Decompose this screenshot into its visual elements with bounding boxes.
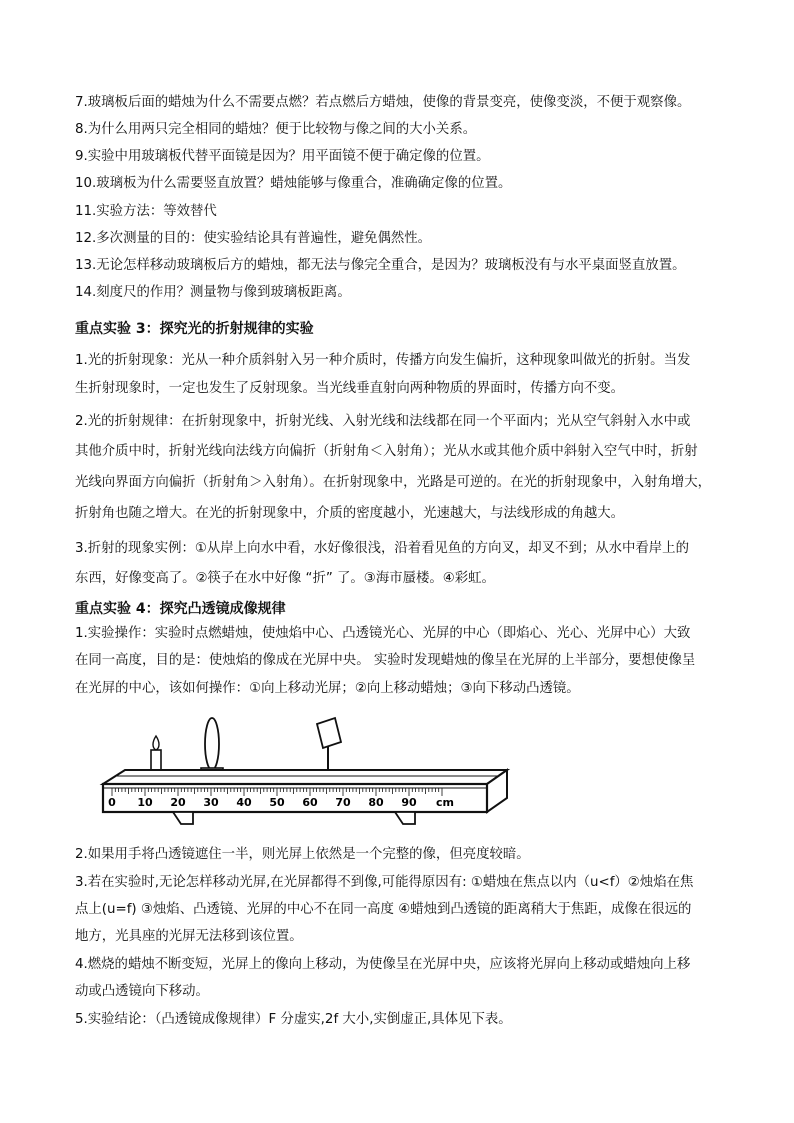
- scale-label-cm: cm: [436, 796, 454, 809]
- s3-p1-line2: 生折射现象时，一定也发生了反射现象。当光线垂直射向两种物质的界面时，传播方向不变。: [75, 381, 625, 396]
- section-4-heading: 重点实验 4：探究凸透镜成像规律: [75, 601, 286, 617]
- scale-label-0: 0: [108, 796, 116, 809]
- s4-p5: 5.实验结论：（凸透镜成像规律）F 分虚实,2f 大小,实倒虚正,具体见下表。: [75, 1012, 512, 1027]
- scale-label-20: 20: [170, 796, 186, 809]
- s4-p4-line1: 4.燃烧的蜡烛不断变短，光屏上的像向上移动，为使像呈在光屏中央，应该将光屏向上移动或蜡烛向上移: [75, 957, 691, 972]
- scale-label-30: 30: [203, 796, 219, 809]
- bench-feet: [173, 812, 415, 824]
- s3-p2-line4: 折射角也随之增大。在光的折射现象中，介质的密度越小，光速越大，与法线形成的角越大。: [75, 506, 625, 521]
- s4-p3-line3: 地方，光具座的光屏无法移到该位置。: [75, 929, 303, 944]
- item-7: 7.玻璃板后面的蜡烛为什么不需要点燃？若点燃后方蜡烛，使像的背景变亮，使像变淡，不便于观察像。: [75, 95, 691, 110]
- section-3-heading: 重点实验 3：探究光的折射规律的实验: [75, 321, 314, 337]
- item-14: 14.刻度尺的作用？测量物与像到玻璃板距离。: [75, 285, 351, 300]
- scale-label-70: 70: [335, 796, 351, 809]
- optical-bench-figure: [95, 712, 515, 827]
- s4-p2: 2.如果用手将凸透镜遮住一半，则光屏上依然是一个完整的像，但亮度较暗。: [75, 847, 530, 862]
- s4-p1-line1: 1.实验操作：实验时点燃蜡烛，使烛焰中心、凸透镜光心、光屏的中心（即焰心、光心、光屏中心）大致: [75, 626, 691, 641]
- item-12: 12.多次测量的目的：使实验结论具有普遍性，避免偶然性。: [75, 231, 432, 246]
- scale-label-50: 50: [269, 796, 285, 809]
- item-8: 8.为什么用两只完全相同的蜡烛？便于比较物与像之间的大小关系。: [75, 122, 477, 137]
- item-11: 11.实验方法：等效替代: [75, 204, 217, 219]
- s4-p1-line2: 在同一高度，目的是：使烛焰的像成在光屏中央。 实验时发现蜡烛的像呈在光屏的上半部分，要想使像呈: [75, 653, 696, 668]
- item-9: 9.实验中用玻璃板代替平面镜是因为？用平面镜不便于确定像的位置。: [75, 149, 490, 164]
- s3-p2-line1: 2.光的折射规律：在折射现象中，折射光线、入射光线和法线都在同一个平面内；光从空气斜射入水中或: [75, 414, 691, 429]
- item-10: 10.玻璃板为什么需要竖直放置？蜡烛能够与像重合，准确确定像的位置。: [75, 176, 512, 191]
- scale-label-40: 40: [236, 796, 252, 809]
- scale-label-10: 10: [137, 796, 153, 809]
- s4-p1-line3: 在光屏的中心，该如何操作：①向上移动光屏；②向上移动蜡烛；③向下移动凸透镜。: [75, 681, 580, 696]
- scale-label-80: 80: [368, 796, 384, 809]
- s4-p3-line2: 点上(u=f) ③烛焰、凸透镜、光屏的中心不在同一高度 ④蜡烛到凸透镜的距离稍大于焦距，成像在很远的: [75, 902, 692, 917]
- s3-p1-line1: 1.光的折射现象：光从一种介质斜射入另一种介质时，传播方向发生偏折，这种现象叫做光的折射。当发: [75, 353, 691, 368]
- scale-label-60: 60: [302, 796, 318, 809]
- item-13: 13.无论怎样移动玻璃板后方的蜡烛，都无法与像完全重合，是因为？玻璃板没有与水平桌面竖直放置。: [75, 258, 686, 273]
- s3-p2-line2: 其他介质中时，折射光线向法线方向偏折（折射角＜入射角）；光从水或其他介质中斜射入空气中时，折射: [75, 444, 698, 459]
- s3-p3-line1: 3.折射的现象实例：①从岸上向水中看，水好像很浅，沿着看见鱼的方向叉，却叉不到；从水中看岸上的: [75, 541, 689, 556]
- s3-p2-line3: 光线向界面方向偏折（折射角＞入射角）。在折射现象中，光路是可逆的。在光的折射现象中，入射角增大，: [75, 475, 712, 490]
- s4-p3-line1: 3.若在实验时,无论怎样移动光屏,在光屏都得不到像,可能得原因有: ①蜡烛在焦点以内（u<f）②烛焰在焦: [75, 875, 694, 890]
- s3-p3-line2: 东西，好像变高了。②筷子在水中好像 “折” 了。③海市蜃楼。④彩虹。: [75, 571, 495, 586]
- scale-label-90: 90: [401, 796, 417, 809]
- s4-p4-line2: 动或凸透镜向下移动。: [75, 984, 209, 999]
